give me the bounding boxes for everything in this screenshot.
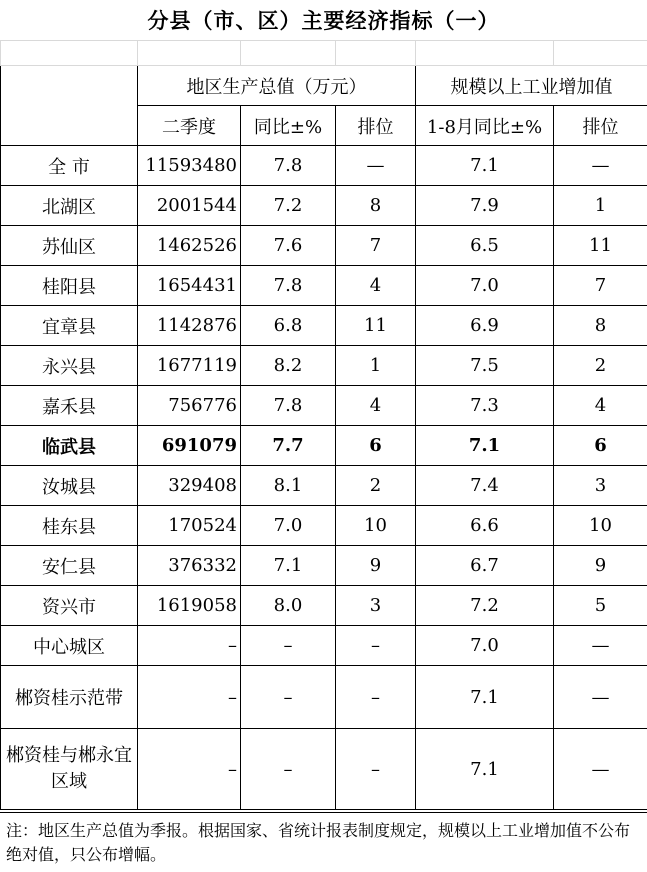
rank-value: – xyxy=(336,666,416,729)
table-row xyxy=(1,146,647,186)
table-title: 分县（市、区）主要经济指标（一） xyxy=(147,8,500,33)
q2-value: 329408 xyxy=(138,466,241,506)
spacer-cell xyxy=(138,41,241,66)
q2-value: 11593480 xyxy=(138,146,241,186)
q2-value: – xyxy=(138,729,241,810)
table-row xyxy=(1,546,647,586)
rank-value: 3 xyxy=(336,586,416,626)
yoy-value: 8.2 xyxy=(241,346,336,386)
q2-value: – xyxy=(138,626,241,666)
yoy-value: 7.1 xyxy=(241,546,336,586)
table-row xyxy=(1,186,647,226)
region-name: 苏仙区 xyxy=(1,226,138,266)
industry-rank-value: — xyxy=(554,626,647,666)
rank-value: 11 xyxy=(336,306,416,346)
table-row xyxy=(1,226,647,266)
spacer-cell xyxy=(1,41,138,66)
region-name: 北湖区 xyxy=(1,186,138,226)
industry-yoy-value: 6.7 xyxy=(416,546,554,586)
industry-yoy-value: 6.5 xyxy=(416,226,554,266)
yoy-value: 8.1 xyxy=(241,466,336,506)
industry-yoy-value: 7.4 xyxy=(416,466,554,506)
table-row xyxy=(1,666,647,729)
industry-yoy-value: 7.1 xyxy=(416,666,554,729)
q2-value: – xyxy=(138,666,241,729)
industry-rank-value: 5 xyxy=(554,586,647,626)
industry-rank-value: 10 xyxy=(554,506,647,546)
industry-rank-value: — xyxy=(554,666,647,729)
region-name: 郴资桂与郴永宜区域 xyxy=(1,729,138,810)
industry-yoy-value: 7.0 xyxy=(416,626,554,666)
q2-value: 170524 xyxy=(138,506,241,546)
q2-value: 1462526 xyxy=(138,226,241,266)
yoy-value: 7.6 xyxy=(241,226,336,266)
industry-rank-value: — xyxy=(554,146,647,186)
q2-value: 1619058 xyxy=(138,586,241,626)
yoy-header: 同比±% xyxy=(241,106,336,146)
rank-value: 4 xyxy=(336,386,416,426)
header-row-1 xyxy=(1,66,647,106)
q2-value: 1142876 xyxy=(138,306,241,346)
table-row xyxy=(1,729,647,810)
industry-rank-value: 3 xyxy=(554,466,647,506)
q2-value: 1677119 xyxy=(138,346,241,386)
gdp-group-header: 地区生产总值（万元） xyxy=(138,66,416,106)
spacer-cell xyxy=(416,41,554,66)
rank-value: 1 xyxy=(336,346,416,386)
industry-rank-value: 11 xyxy=(554,226,647,266)
rank-value: — xyxy=(336,146,416,186)
rank-value: 2 xyxy=(336,466,416,506)
industry-rank-header: 排位 xyxy=(554,106,647,146)
economic-indicators-table xyxy=(0,40,647,810)
industry-rank-value: 2 xyxy=(554,346,647,386)
region-name: 安仁县 xyxy=(1,546,138,586)
industry-rank-value: 6 xyxy=(554,426,647,466)
spacer-cell xyxy=(554,41,647,66)
q2-value: 691079 xyxy=(138,426,241,466)
q2-value: 756776 xyxy=(138,386,241,426)
region-name: 临武县 xyxy=(1,426,138,466)
yoy-value: 7.7 xyxy=(241,426,336,466)
spacer-cell xyxy=(241,41,336,66)
industry-rank-value: 8 xyxy=(554,306,647,346)
industry-yoy-header: 1-8月同比±% xyxy=(416,106,554,146)
region-name: 汝城县 xyxy=(1,466,138,506)
yoy-value: 7.2 xyxy=(241,186,336,226)
industry-rank-value: 9 xyxy=(554,546,647,586)
industry-yoy-value: 6.6 xyxy=(416,506,554,546)
region-name: 郴资桂示范带 xyxy=(1,666,138,729)
region-name: 中心城区 xyxy=(1,626,138,666)
table-row xyxy=(1,386,647,426)
rank-value: 4 xyxy=(336,266,416,306)
table-row xyxy=(1,506,647,546)
rank-value: 10 xyxy=(336,506,416,546)
footnote: 注：地区生产总值为季报。根据国家、省统计报表制度规定，规模以上工业增加值不公布绝对值，只公布增幅。 xyxy=(0,812,647,872)
industry-yoy-value: 7.9 xyxy=(416,186,554,226)
yoy-value: – xyxy=(241,666,336,729)
table-row xyxy=(1,346,647,386)
yoy-value: 8.0 xyxy=(241,586,336,626)
yoy-value: – xyxy=(241,729,336,810)
yoy-value: 7.0 xyxy=(241,506,336,546)
industry-yoy-value: 7.2 xyxy=(416,586,554,626)
industry-yoy-value: 7.5 xyxy=(416,346,554,386)
industry-rank-value: — xyxy=(554,729,647,810)
industry-yoy-value: 6.9 xyxy=(416,306,554,346)
rank-value: 7 xyxy=(336,226,416,266)
spacer-row xyxy=(1,41,647,66)
yoy-value: 7.8 xyxy=(241,266,336,306)
region-name: 永兴县 xyxy=(1,346,138,386)
industry-yoy-value: 7.0 xyxy=(416,266,554,306)
industry-rank-value: 1 xyxy=(554,186,647,226)
table-row xyxy=(1,586,647,626)
region-name: 宜章县 xyxy=(1,306,138,346)
q2-value: 1654431 xyxy=(138,266,241,306)
corner-cell xyxy=(1,66,138,146)
rank-value: – xyxy=(336,729,416,810)
yoy-value: 7.8 xyxy=(241,386,336,426)
region-name: 嘉禾县 xyxy=(1,386,138,426)
q2-value: 2001544 xyxy=(138,186,241,226)
spacer-cell xyxy=(336,41,416,66)
industry-yoy-value: 7.1 xyxy=(416,146,554,186)
yoy-value: 7.8 xyxy=(241,146,336,186)
industry-yoy-value: 7.1 xyxy=(416,426,554,466)
table-row xyxy=(1,466,647,506)
table-row xyxy=(1,266,647,306)
region-name: 全 市 xyxy=(1,146,138,186)
q2-header: 二季度 xyxy=(138,106,241,146)
rank-value: 8 xyxy=(336,186,416,226)
industry-yoy-value: 7.1 xyxy=(416,729,554,810)
industry-yoy-value: 7.3 xyxy=(416,386,554,426)
table-row xyxy=(1,306,647,346)
yoy-value: – xyxy=(241,626,336,666)
industry-group-header: 规模以上工业增加值 xyxy=(416,66,647,106)
region-name: 桂阳县 xyxy=(1,266,138,306)
q2-value: 376332 xyxy=(138,546,241,586)
rank-value: 6 xyxy=(336,426,416,466)
industry-rank-value: 4 xyxy=(554,386,647,426)
rank-value: 9 xyxy=(336,546,416,586)
table-row xyxy=(1,626,647,666)
yoy-value: 6.8 xyxy=(241,306,336,346)
region-name: 桂东县 xyxy=(1,506,138,546)
region-name: 资兴市 xyxy=(1,586,138,626)
table-row xyxy=(1,426,647,466)
rank-header: 排位 xyxy=(336,106,416,146)
industry-rank-value: 7 xyxy=(554,266,647,306)
rank-value: – xyxy=(336,626,416,666)
